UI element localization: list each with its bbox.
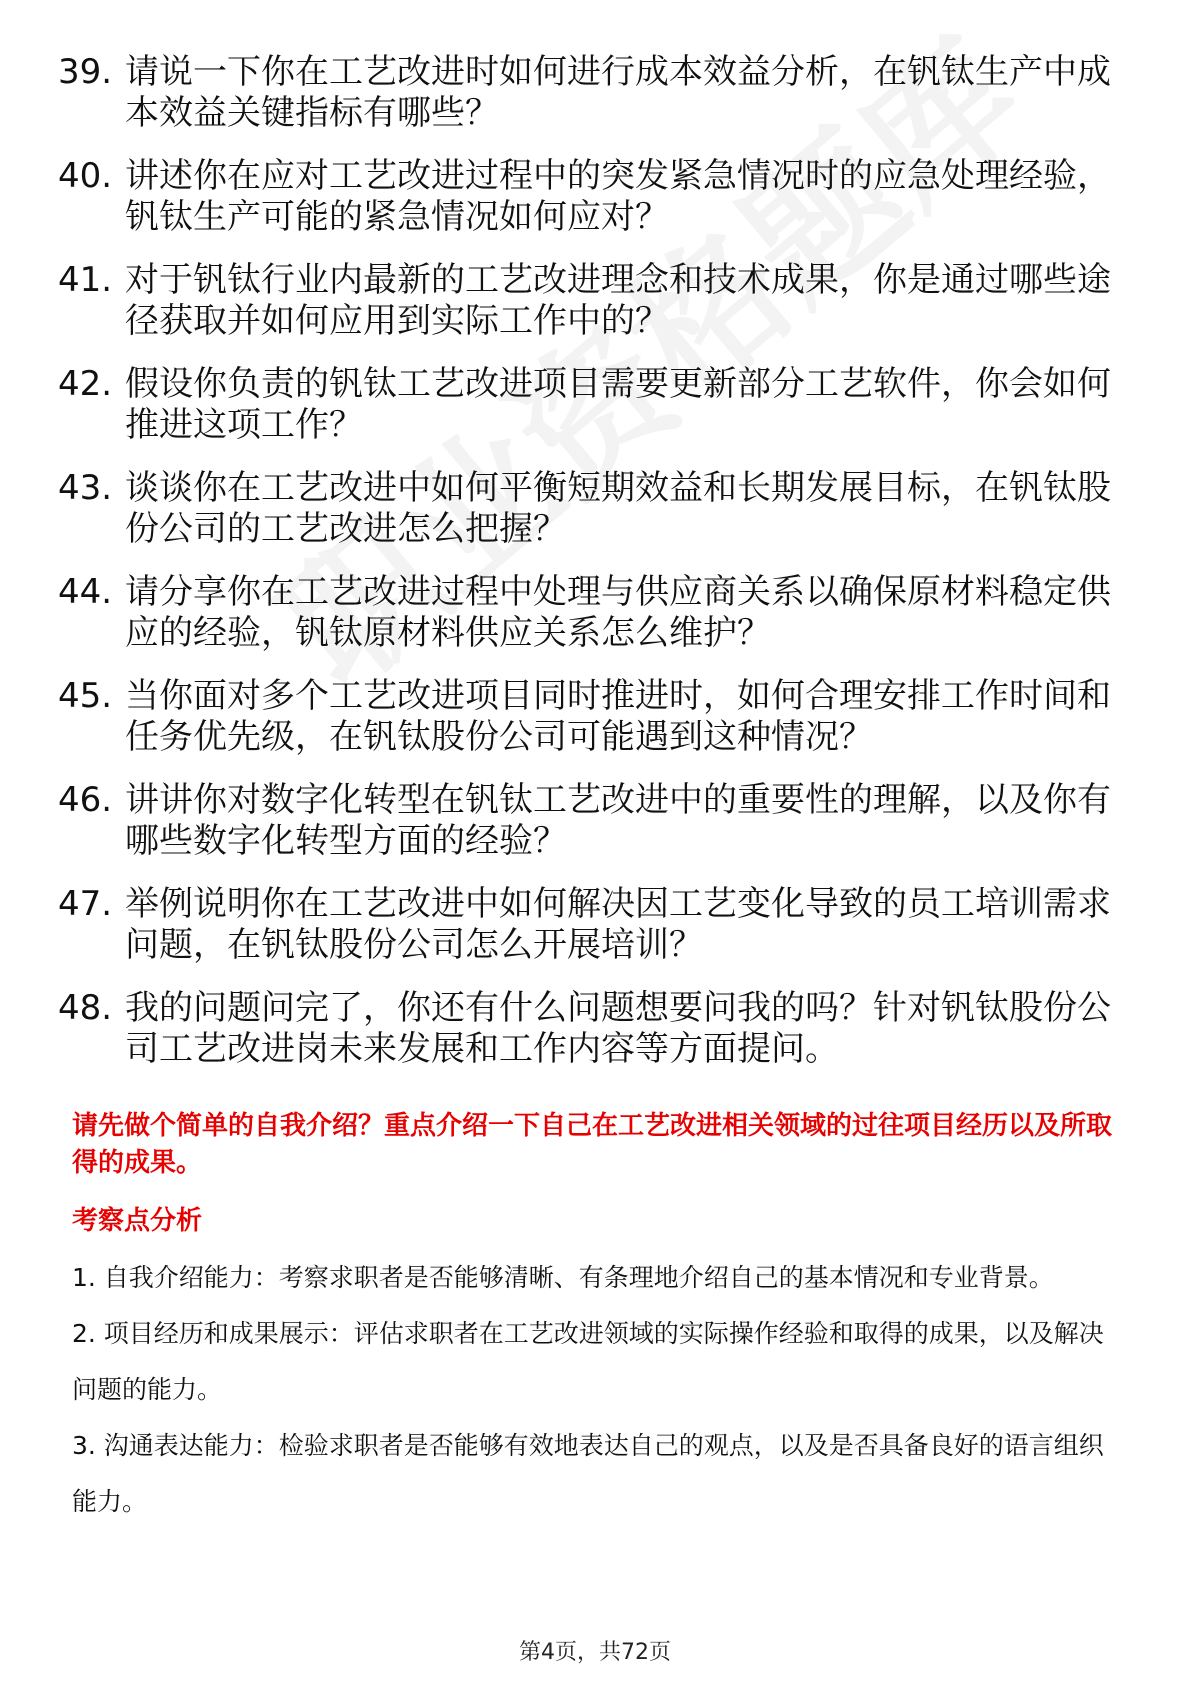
question-number: 42. — [58, 364, 113, 404]
question-text: 我的问题问完了，你还有什么问题想要问我的吗？针对钒钛股份公司工艺改进岗未来发展和工作内容等方面提问。 — [125, 988, 1111, 1069]
question-text: 对于钒钛行业内最新的工艺改进理念和技术成果，你是通过哪些途径获取并如何应用到实际工作中的？ — [125, 260, 1111, 341]
highlight-question: 请先做个简单的自我介绍？重点介绍一下自己在工艺改进相关领域的过往项目经历以及所取得的成果。 — [72, 1111, 1113, 1178]
question-item — [58, 988, 1138, 1070]
question-text: 当你面对多个工艺改进项目同时推进时，如何合理安排工作时间和任务优先级，在钒钛股份公司可能遇到这种情况？ — [125, 676, 1111, 757]
question-number: 47. — [58, 884, 113, 924]
question-list — [58, 52, 1138, 1092]
analysis-item: 1. 自我介绍能力：考察求职者是否能够清晰、有条理地介绍自己的基本情况和专业背景。 — [72, 1263, 1054, 1292]
question-item — [58, 156, 1138, 238]
question-text: 讲述你在应对工艺改进过程中的突发紧急情况时的应急处理经验，钒钛生产可能的紧急情况如何应对？ — [125, 156, 1111, 237]
question-text: 谈谈你在工艺改进中如何平衡短期效益和长期发展目标，在钒钛股份公司的工艺改进怎么把握？ — [125, 468, 1111, 549]
question-number: 40. — [58, 156, 113, 196]
question-item — [58, 52, 1138, 134]
question-text: 请分享你在工艺改进过程中处理与供应商关系以确保原材料稳定供应的经验，钒钛原材料供应关系怎么维护？ — [125, 572, 1111, 653]
question-text: 举例说明你在工艺改进中如何解决因工艺变化导致的员工培训需求问题，在钒钛股份公司怎么开展培训？ — [125, 884, 1111, 965]
page-footer: 第4页，共72页 — [519, 1640, 671, 1665]
question-text: 请说一下你在工艺改进时如何进行成本效益分析，在钒钛生产中成本效益关键指标有哪些？ — [125, 52, 1111, 133]
question-number: 41. — [58, 260, 113, 300]
question-text: 假设你负责的钒钛工艺改进项目需要更新部分工艺软件，你会如何推进这项工作？ — [125, 364, 1111, 445]
question-text: 讲讲你对数字化转型在钒钛工艺改进中的重要性的理解，以及你有哪些数字化转型方面的经验？ — [125, 780, 1111, 861]
question-number: 46. — [58, 780, 113, 820]
question-item — [58, 468, 1138, 550]
question-number: 39. — [58, 52, 113, 92]
question-item — [58, 572, 1138, 654]
question-item — [58, 676, 1138, 758]
question-item — [58, 884, 1138, 966]
analysis-item: 3. 沟通表达能力：检验求职者是否能够有效地表达自己的观点，以及是否具备良好的语言组织能力。 — [72, 1431, 1104, 1516]
question-item — [58, 260, 1138, 342]
question-number: 45. — [58, 676, 113, 716]
question-item — [58, 780, 1138, 862]
question-number: 44. — [58, 572, 113, 612]
question-number: 43. — [58, 468, 113, 508]
question-item — [58, 364, 1138, 446]
analysis-item: 2. 项目经历和成果展示：评估求职者在工艺改进领域的实际操作经验和取得的成果，以及解决问题的能力。 — [72, 1319, 1104, 1404]
question-number: 48. — [58, 988, 113, 1028]
analysis-title: 考察点分析 — [72, 1206, 203, 1236]
analysis-list — [72, 1250, 1128, 1530]
